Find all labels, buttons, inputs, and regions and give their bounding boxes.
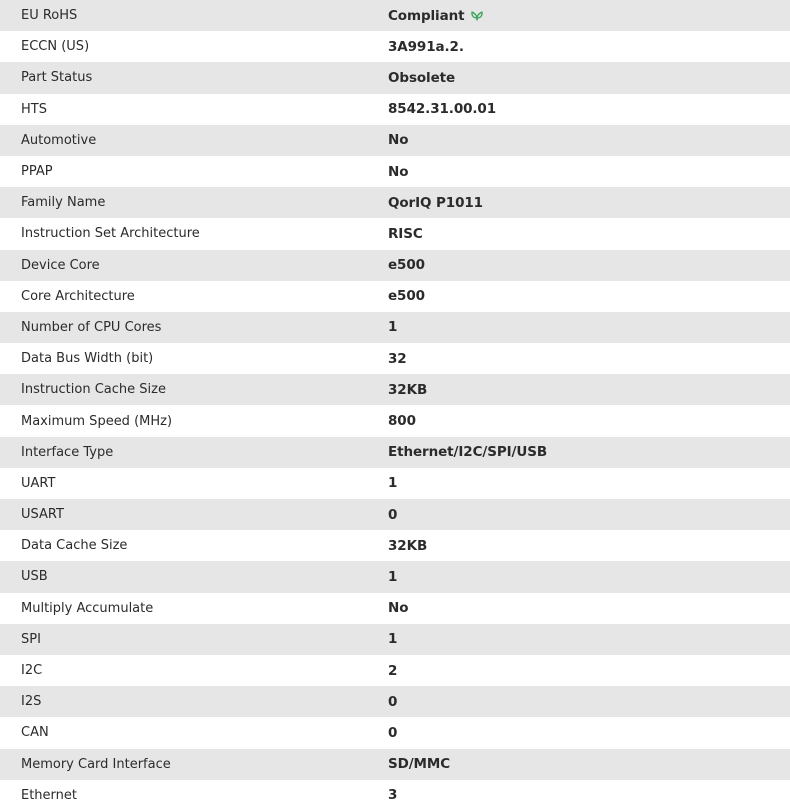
spec-label: Automotive [21, 132, 97, 148]
spec-value-text: SD/MMC [388, 756, 451, 773]
spec-value-text: Obsolete [388, 69, 456, 86]
spec-row [0, 218, 790, 249]
spec-label: USB [21, 569, 48, 585]
spec-label: Instruction Set Architecture [21, 226, 200, 242]
spec-row [0, 717, 790, 748]
spec-row [0, 405, 790, 436]
spec-value-text: 2 [388, 662, 398, 679]
spec-value-text: 1 [388, 475, 398, 492]
spec-row [0, 312, 790, 343]
spec-label: Multiply Accumulate [21, 600, 154, 616]
spec-value-text: 1 [388, 568, 398, 585]
spec-row [0, 31, 790, 62]
spec-row [0, 655, 790, 686]
spec-value-text: 8542.31.00.01 [388, 101, 497, 118]
spec-row [0, 187, 790, 218]
spec-row [0, 94, 790, 125]
spec-row [0, 468, 790, 499]
spec-value [388, 343, 790, 374]
spec-value [388, 156, 790, 187]
spec-value-text: 0 [388, 506, 398, 523]
spec-label: Core Architecture [21, 288, 135, 304]
spec-row [0, 343, 790, 374]
spec-row [0, 749, 790, 780]
spec-label: Data Bus Width (bit) [21, 351, 154, 367]
spec-row [0, 780, 790, 811]
spec-value [388, 405, 790, 436]
spec-row [0, 593, 790, 624]
spec-value [388, 655, 790, 686]
spec-value-text: 32 [388, 350, 407, 367]
spec-label: Number of CPU Cores [21, 319, 162, 335]
spec-label: Data Cache Size [21, 538, 128, 554]
spec-label: UART [21, 475, 56, 491]
spec-value-text: QorIQ P1011 [388, 194, 483, 211]
spec-label: Device Core [21, 257, 100, 273]
spec-value-text: e500 [388, 257, 425, 274]
spec-value-text: 0 [388, 724, 398, 741]
spec-label: HTS [21, 101, 47, 117]
spec-value [388, 499, 790, 530]
spec-value-text: 800 [388, 413, 416, 430]
spec-value-text: RISC [388, 225, 423, 242]
spec-value [388, 374, 790, 405]
spec-label: Ethernet [21, 787, 77, 803]
spec-label: EU RoHS [21, 8, 78, 24]
spec-value [388, 0, 790, 31]
spec-row [0, 624, 790, 655]
spec-label: ECCN (US) [21, 39, 90, 55]
spec-row [0, 156, 790, 187]
spec-label: I2S [21, 694, 42, 710]
spec-value-text: No [388, 600, 409, 617]
spec-value-text: Ethernet/I2C/SPI/USB [388, 444, 548, 461]
spec-label: Family Name [21, 195, 106, 211]
spec-label: SPI [21, 631, 41, 647]
spec-value [388, 780, 790, 811]
spec-label: Part Status [21, 70, 93, 86]
spec-value-text: No [388, 163, 409, 180]
spec-row [0, 281, 790, 312]
spec-value-text: No [388, 132, 409, 149]
spec-row [0, 530, 790, 561]
spec-label: Interface Type [21, 444, 114, 460]
spec-value [388, 686, 790, 717]
spec-label: CAN [21, 725, 49, 741]
spec-value-text: 0 [388, 693, 398, 710]
spec-value [388, 218, 790, 249]
spec-row [0, 499, 790, 530]
spec-label: PPAP [21, 164, 53, 180]
spec-value-text: Compliant [388, 7, 465, 24]
spec-label: Memory Card Interface [21, 756, 171, 772]
spec-value [388, 312, 790, 343]
spec-value-text: e500 [388, 288, 425, 305]
spec-label: Instruction Cache Size [21, 382, 166, 398]
spec-value-text: 1 [388, 319, 398, 336]
spec-row [0, 686, 790, 717]
spec-value [388, 593, 790, 624]
spec-label: Maximum Speed (MHz) [21, 413, 173, 429]
spec-row [0, 437, 790, 468]
spec-value [388, 250, 790, 281]
spec-label: USART [21, 507, 64, 523]
spec-value [388, 530, 790, 561]
spec-row [0, 374, 790, 405]
spec-value-text: 32KB [388, 381, 428, 398]
spec-row [0, 561, 790, 592]
spec-value [388, 94, 790, 125]
spec-value-text: 1 [388, 631, 398, 648]
spec-row [0, 250, 790, 281]
spec-value-text: 3 [388, 787, 398, 804]
spec-value [388, 717, 790, 748]
spec-value [388, 468, 790, 499]
spec-value [388, 31, 790, 62]
leaf-icon [470, 9, 484, 21]
spec-value [388, 749, 790, 780]
spec-value [388, 281, 790, 312]
spec-value [388, 624, 790, 655]
spec-value [388, 62, 790, 93]
spec-value [388, 437, 790, 468]
spec-row [0, 125, 790, 156]
spec-row [0, 62, 790, 93]
spec-value-text: 32KB [388, 537, 428, 554]
spec-value-text: 3A991a.2. [388, 38, 464, 55]
spec-value [388, 187, 790, 218]
spec-label: I2C [21, 663, 43, 679]
spec-row [0, 0, 790, 31]
spec-value [388, 125, 790, 156]
spec-value [388, 561, 790, 592]
